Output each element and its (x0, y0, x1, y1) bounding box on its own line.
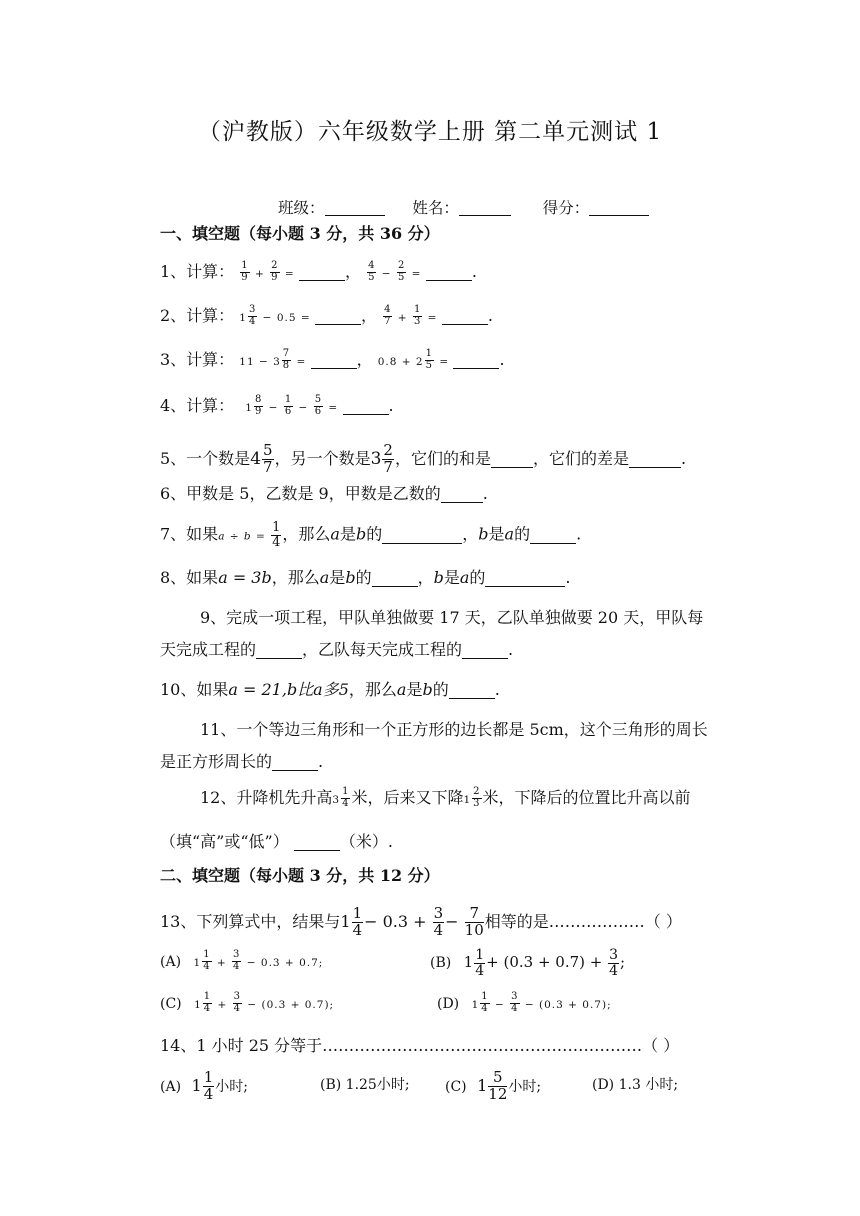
question-11-line-2 (160, 752, 323, 772)
question-4-expr: 1 $\frac{8}{9}$ − $\frac{1}{6}$ − $\frac{5}{6}$ = (245, 394, 343, 417)
question-2-prefix: 2、计算： (160, 306, 235, 325)
question-2-blank-b[interactable] (442, 307, 488, 325)
question-14-option-d[interactable]: (D) 1.3 小时; (592, 1077, 679, 1093)
option-d-label: (D) (437, 996, 460, 1012)
score-label: 得分： (542, 199, 590, 217)
question-13-expr: 1 $\frac{1}{4}$ − 0.3 + $\frac{3}{4}$ − $\frac{7}{10}$ (340, 904, 484, 939)
question-8-text-f: 是 (443, 568, 460, 587)
question-11-end: . (318, 752, 324, 771)
question-3-prefix: 3、计算： (160, 350, 235, 369)
question-5-blank-diff[interactable] (629, 450, 681, 468)
name-blank[interactable] (459, 199, 511, 216)
question-13-option-a[interactable] (160, 949, 324, 974)
question-11-text: 是正方形周长的 (160, 752, 273, 771)
question-5-text-d: ，它们的差是 (532, 448, 629, 468)
question-12-text-a: 12、升降机先升高 (200, 788, 333, 807)
option-c-label: (C) (160, 996, 182, 1012)
question-1: 1、计算： $\frac{1}{9}$ + $\frac{2}{9}$ = ， $\frac{4}{5}$ − $\frac{2}{5}$ = . (160, 260, 477, 283)
question-7-expr: a ÷ b = (218, 530, 271, 543)
question-6-blank[interactable] (441, 485, 483, 503)
question-5-mixed-b: 3 $\frac{2}{7}$ (370, 441, 393, 476)
question-9-text-b: ，乙队每天完成工程的 (302, 640, 463, 659)
option-b-expr: 1 $\frac{1}{4}$ + (0.3 + 0.7) + $\frac{3}{4}$ ; (463, 947, 626, 979)
question-3-expr-a: 11 − 3 $\frac{7}{8}$ = (239, 348, 311, 371)
question-8-text-a: 8、如果 (160, 568, 219, 587)
option-c-expr: 1 $\frac{1}{4}$ + $\frac{3}{4}$ − (0.3 + 0.7); (194, 991, 335, 1014)
question-10: 10、如果a = 21,b比a多5，那么a是b的 . (160, 680, 500, 699)
question-14-option-c[interactable] (445, 1070, 541, 1103)
question-11-blank[interactable] (272, 753, 318, 771)
question-1-prefix: 1、计算： (160, 262, 235, 281)
option-b-label: (B) (430, 955, 452, 972)
question-7-fraction: $\frac{1}{4}$ (272, 520, 281, 550)
question-8-blank-a[interactable] (372, 569, 418, 587)
question-12-line-1 (200, 788, 691, 811)
question-7: 7、如果a ÷ b = $\frac{1}{4}$ ，那么a是b的 ，b是a的 . (160, 520, 582, 550)
question-9-blank-b[interactable] (462, 641, 508, 659)
question-7-end: . (576, 524, 582, 544)
question-11-line-1: 11、一个等边三角形和一个正方形的边长都是 5cm，这个三角形的周长 (200, 720, 708, 739)
question-5-blank-sum[interactable] (491, 450, 533, 468)
question-7-text-d: 的 (366, 524, 383, 544)
question-8-blank-b[interactable] (485, 569, 565, 587)
page-title: （沪教版）六年级数学上册 第二单元测试 1 (197, 119, 663, 145)
question-9-line-2 (160, 640, 513, 660)
question-12-blank[interactable] (294, 833, 340, 851)
question-7-text-b: ，那么 (282, 524, 331, 544)
question-1-expr-b: $\frac{4}{5}$ − $\frac{2}{5}$ = (368, 260, 426, 283)
question-10-blank[interactable] (449, 681, 495, 699)
question-6-text: 6、甲数是 5，乙数是 9，甲数是乙数的 (160, 484, 441, 503)
question-1-expr-a: $\frac{1}{9}$ + $\frac{2}{9}$ = (241, 260, 299, 283)
option-a-expr: 1 $\frac{1}{4}$ + $\frac{3}{4}$ − 0.3 + 0.7; (193, 949, 324, 972)
q14-option-a-unit: 小时; (215, 1078, 248, 1095)
question-13-option-d[interactable] (437, 991, 612, 1016)
option-a-label: (A) (160, 954, 182, 970)
question-14-option-b[interactable]: (B) 1.25小时; (320, 1077, 410, 1093)
question-8: 8、如果a = 3b，那么a是b的 ，b是a的 . (160, 568, 571, 587)
question-13-text-a: 13、下列算式中，结果与 (160, 911, 341, 931)
question-12-line-2 (160, 832, 393, 852)
question-4: 4、计算： 1 $\frac{8}{9}$ − $\frac{1}{6}$ − $\frac{5}{6}$ = . (160, 394, 394, 417)
question-5 (160, 443, 686, 476)
q14-option-c-unit: 小时; (508, 1078, 542, 1095)
question-10-text-d: 的 (432, 680, 449, 699)
question-10-text-c: 是 (406, 680, 423, 699)
question-10-text-a: 10、如果 (160, 680, 229, 699)
question-7-text-g: 的 (514, 524, 531, 544)
question-7-text-e: ， (462, 524, 479, 544)
question-12-text-e: （米）. (339, 832, 393, 851)
question-12-text-b: 米，后来又下降 (351, 788, 464, 807)
question-14-option-a[interactable] (160, 1070, 248, 1103)
question-8-text-d: 的 (355, 568, 372, 587)
name-label: 姓名： (412, 199, 459, 217)
q14-option-a-label: (A) (160, 1078, 182, 1095)
question-8-expr: a = 3b (218, 568, 272, 587)
question-9-text-a: 天完成工程的 (160, 640, 257, 659)
question-9-blank-a[interactable] (256, 641, 302, 659)
question-8-text-g: 的 (469, 568, 486, 587)
question-5-mixed-a: 4 $\frac{5}{7}$ (250, 441, 273, 476)
question-1-blank-a[interactable] (299, 263, 345, 281)
question-9-line-1: 9、完成一项工程，甲队单独做要 17 天，乙队单独做要 20 天，甲队每 (200, 608, 704, 627)
question-2-expr-a: 1 $\frac{3}{4}$ − 0.5 = (239, 304, 315, 327)
question-3-expr-b: 0.8 + 2 $\frac{1}{5}$ = (377, 348, 454, 371)
question-7-text-a: 7、如果 (160, 524, 219, 544)
question-14: 14、1 小时 25 分等于……………………………………………………（ ） (160, 1036, 680, 1055)
question-13 (160, 906, 682, 939)
question-2-expr-b: $\frac{4}{7}$ + $\frac{1}{3}$ = (384, 304, 442, 327)
question-13-option-b[interactable] (430, 948, 625, 978)
question-12-text-d: （填“高”或“低”） (160, 832, 289, 851)
question-12-mixed-a: 3 $\frac{1}{4}$ (332, 786, 350, 809)
option-d-expr: 1 $\frac{1}{4}$ − $\frac{3}{4}$ − (0.3 + 0.7); (471, 991, 612, 1014)
class-label: 班级： (278, 199, 325, 217)
question-9-end: . (508, 640, 514, 659)
question-12-mixed-b: 1 $\frac{2}{3}$ (463, 786, 481, 809)
question-8-text-e: ， (417, 568, 434, 587)
section-1-heading: 一、填空题（每小题 3 分，共 36 分） (160, 224, 440, 243)
student-info-line (278, 196, 649, 218)
question-13-text-b: 相等的是………………（ ） (484, 911, 682, 931)
question-6-end: . (482, 484, 488, 503)
question-6 (160, 484, 488, 504)
question-10-expr: a = 21,b比a多5 (228, 680, 349, 699)
class-blank[interactable] (325, 199, 385, 216)
question-13-option-c[interactable] (160, 991, 335, 1016)
q14-option-c-value: 1 $\frac{5}{12}$ (477, 1068, 508, 1103)
score-blank[interactable] (589, 199, 649, 216)
question-12-text-c: 米，下降后的位置比升高以前 (482, 788, 691, 807)
question-7-text-f: 是 (488, 524, 505, 544)
q14-option-c-label: (C) (445, 1078, 467, 1095)
question-10-text-b: ，那么 (348, 680, 397, 699)
question-2: 2、计算： 1 $\frac{3}{4}$ − 0.5 = ， $\frac{4}{7}$ + $\frac{1}{3}$ = . (160, 304, 493, 327)
question-4-prefix: 4、计算： (160, 396, 235, 415)
question-5-text-c: ，它们的和是 (394, 448, 491, 468)
question-7-blank-a[interactable] (382, 526, 462, 544)
question-8-text-c: 是 (329, 568, 346, 587)
question-2-blank-a[interactable] (315, 307, 361, 325)
question-5-text-b: ，另一个数是 (274, 448, 371, 468)
question-7-text-c: 是 (339, 524, 356, 544)
question-5-end: . (680, 448, 687, 468)
question-5-text-a: 5、一个数是 (160, 448, 251, 468)
question-10-end: . (494, 680, 500, 699)
question-8-text-b: ，那么 (271, 568, 320, 587)
question-4-blank[interactable] (343, 397, 389, 415)
section-2-heading: 二、填空题（每小题 3 分，共 12 分） (160, 866, 440, 885)
question-7-blank-b[interactable] (530, 526, 576, 544)
question-3: 3、计算： 11 − 3 $\frac{7}{8}$ = ， 0.8 + 2 $\frac{1}{5}$ = . (160, 348, 505, 371)
question-3-blank-b[interactable] (453, 351, 499, 369)
question-8-end: . (565, 568, 571, 587)
q14-option-a-value: 1 $\frac{1}{4}$ (191, 1068, 214, 1103)
question-3-blank-a[interactable] (311, 351, 357, 369)
question-1-blank-b[interactable] (426, 263, 472, 281)
